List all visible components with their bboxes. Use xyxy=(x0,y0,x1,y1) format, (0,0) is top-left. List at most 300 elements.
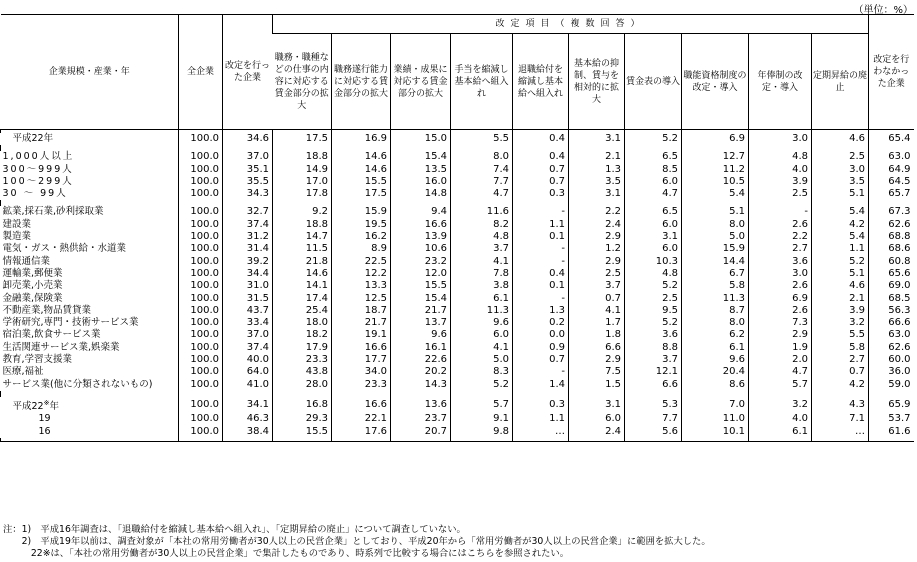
table-row xyxy=(1,305,914,317)
table-cell: 5.4 xyxy=(812,231,869,243)
table-cell: 11.3 xyxy=(682,293,749,305)
table-cell: 6.0 xyxy=(451,329,513,341)
table-row xyxy=(1,188,914,200)
table-cell: 53.7 xyxy=(869,413,914,425)
table-cell: 60.8 xyxy=(869,256,914,268)
table-header xyxy=(1,15,914,130)
item-header: 定期昇給の廃止 xyxy=(812,34,869,130)
data-table xyxy=(0,14,914,442)
table-cell: 5.1 xyxy=(812,268,869,280)
table-cell: 5.0 xyxy=(451,354,513,366)
item-header: 手当を縮減し基本給へ組入れ xyxy=(451,34,513,130)
table-cell: 43.7 xyxy=(223,305,273,317)
table-cell: 6.0 xyxy=(625,243,682,255)
table-cell: 3.2 xyxy=(749,397,812,413)
table-cell: 6.5 xyxy=(625,151,682,163)
table-cell: 4.8 xyxy=(625,268,682,280)
table-cell: 12.7 xyxy=(682,151,749,163)
table-cell: 100.0 xyxy=(179,413,223,425)
table-cell: 4.7 xyxy=(749,366,812,378)
table-cell: 100.0 xyxy=(179,342,223,354)
table-cell: 10.6 xyxy=(391,243,451,255)
table-cell: 37.4 xyxy=(223,219,273,231)
unit-label: （単位：%） xyxy=(853,5,913,16)
table-cell: 5.1 xyxy=(682,206,749,218)
table-cell: 3.9 xyxy=(812,305,869,317)
table-cell: 68.6 xyxy=(869,243,914,255)
table-cell: 2.1 xyxy=(812,293,869,305)
table-cell: 14.3 xyxy=(391,379,451,391)
table-row xyxy=(1,342,914,354)
table-cell: 18.0 xyxy=(273,317,332,329)
table-cell: 0.1 xyxy=(513,231,569,243)
table-cell: 64.0 xyxy=(223,366,273,378)
table-cell: 7.8 xyxy=(451,268,513,280)
row-label-text: 製造業 xyxy=(2,231,32,243)
table-cell: 68.5 xyxy=(869,293,914,305)
footnote: 2) 平成19年以前は、調査対象が「本社の常用労働者が30人以上の民営企業」としており、平成20年から「常用労働者が30人以上の民営企業」に範囲を拡大した。 xyxy=(3,536,711,547)
table-cell: 4.2 xyxy=(812,379,869,391)
table-cell: 2.4 xyxy=(569,426,625,438)
row-label xyxy=(1,280,179,292)
table-cell: 3.2 xyxy=(812,317,869,329)
table-cell: 34.0 xyxy=(332,366,391,378)
table-cell: 46.3 xyxy=(223,413,273,425)
table-cell: 0.7 xyxy=(812,366,869,378)
row-label xyxy=(1,256,179,268)
table-cell: 3.5 xyxy=(569,176,625,188)
table-cell: 3.0 xyxy=(749,268,812,280)
row-label-text: 300～999人 xyxy=(2,163,74,175)
row-label-text: 不動産業,物品賃貸業 xyxy=(2,304,92,316)
row-label xyxy=(1,219,179,231)
table-cell: 9.6 xyxy=(391,329,451,341)
table-cell: … xyxy=(513,426,569,438)
table-cell: 5.6 xyxy=(625,426,682,438)
footnote: 22※は、「本社の常用労働者が30人以上の民営企業」で集計したものであり、時系列で比較する場合にはこちらを参照されたい。 xyxy=(3,548,570,559)
row-label xyxy=(1,426,179,438)
table-cell: 1.9 xyxy=(749,342,812,354)
table-cell: 100.0 xyxy=(179,329,223,341)
table-cell: 65.7 xyxy=(869,188,914,200)
table-cell: 4.2 xyxy=(812,219,869,231)
table-cell: 37.4 xyxy=(223,342,273,354)
table-cell: 5.2 xyxy=(451,379,513,391)
table-cell: 18.7 xyxy=(332,305,391,317)
table-cell: 61.6 xyxy=(869,426,914,438)
table-cell: - xyxy=(513,366,569,378)
table-cell: 100.0 xyxy=(179,219,223,231)
row-label-suffix: 年 xyxy=(49,401,59,413)
table-cell: 0.7 xyxy=(569,293,625,305)
item-header: 業績・成果に対応する賃金部分の拡大 xyxy=(391,34,451,130)
table-cell: 34.3 xyxy=(223,188,273,200)
table-cell: 4.8 xyxy=(451,231,513,243)
footnote-mark: ※ xyxy=(43,398,50,407)
table-cell: 3.0 xyxy=(812,164,869,176)
table-cell: 11.5 xyxy=(273,243,332,255)
table-cell: 6.6 xyxy=(625,379,682,391)
table-cell: 6.6 xyxy=(569,342,625,354)
table-cell: 29.3 xyxy=(273,413,332,425)
table-cell: 19.5 xyxy=(332,219,391,231)
table-cell: 3.8 xyxy=(451,280,513,292)
table-row xyxy=(1,133,914,145)
row-label-text: 平成22年 xyxy=(12,133,54,144)
table-cell: 16.9 xyxy=(332,133,391,145)
row-label-text: 19 xyxy=(38,413,51,425)
table-cell: 9.8 xyxy=(451,426,513,438)
table-cell: 20.4 xyxy=(682,366,749,378)
table-cell: 17.6 xyxy=(332,426,391,438)
table-cell: 9.6 xyxy=(451,317,513,329)
table-cell: 0.3 xyxy=(513,397,569,413)
row-label-text: 平成22 xyxy=(12,401,44,413)
table-cell: 17.8 xyxy=(273,188,332,200)
item-header: 賃金表の導入 xyxy=(625,34,682,130)
table-cell: 8.0 xyxy=(682,219,749,231)
table-cell: 9.2 xyxy=(273,206,332,218)
table-cell: 12.1 xyxy=(625,366,682,378)
row-label xyxy=(1,151,179,163)
table-cell: 15.9 xyxy=(332,206,391,218)
table-cell: 67.3 xyxy=(869,206,914,218)
table-cell: 100.0 xyxy=(179,188,223,200)
table-cell: 23.2 xyxy=(391,256,451,268)
table-cell: 5.2 xyxy=(625,280,682,292)
item-header: 退職給付を縮減し基本給へ組入れ xyxy=(513,34,569,130)
table-cell: 0.4 xyxy=(513,133,569,145)
table-cell: 0.3 xyxy=(513,188,569,200)
table-cell: 64.5 xyxy=(869,176,914,188)
row-label-text: サービス業(他に分類されないもの) xyxy=(2,378,153,390)
table-cell: 1.4 xyxy=(513,379,569,391)
table-cell: 14.6 xyxy=(332,151,391,163)
row-label-text: 建設業 xyxy=(2,218,32,230)
table-cell: 21.8 xyxy=(273,256,332,268)
table-row xyxy=(1,151,914,163)
table-cell: 100.0 xyxy=(179,397,223,413)
table-row xyxy=(1,329,914,341)
table-cell: 6.1 xyxy=(451,293,513,305)
table-cell: 16.2 xyxy=(332,231,391,243)
table-cell: - xyxy=(513,293,569,305)
table-cell: 9.4 xyxy=(391,206,451,218)
table-cell: 14.6 xyxy=(273,268,332,280)
row-label xyxy=(1,397,179,413)
table-row xyxy=(1,293,914,305)
row-label xyxy=(1,243,179,255)
table-cell: 63.0 xyxy=(869,329,914,341)
table-cell: 14.8 xyxy=(391,188,451,200)
table-cell: 5.2 xyxy=(625,133,682,145)
table-cell: 31.2 xyxy=(223,231,273,243)
table-cell: 40.0 xyxy=(223,354,273,366)
row-label-text: 医療,福祉 xyxy=(2,366,44,378)
table-cell: 2.5 xyxy=(812,151,869,163)
table-cell: 4.7 xyxy=(625,188,682,200)
row-label xyxy=(1,413,179,425)
table-cell: 2.5 xyxy=(625,293,682,305)
table-cell: 13.3 xyxy=(332,280,391,292)
table-cell: - xyxy=(513,256,569,268)
table-cell: 5.5 xyxy=(451,133,513,145)
table-cell: 0.9 xyxy=(513,342,569,354)
table-cell: 100.0 xyxy=(179,133,223,145)
table-cell: 11.3 xyxy=(451,305,513,317)
table-cell: 13.6 xyxy=(391,397,451,413)
row-label-text: 生活関連サービス業,娯楽業 xyxy=(2,341,120,353)
row-label xyxy=(1,188,179,200)
table-cell: 22.5 xyxy=(332,256,391,268)
table-cell: 2.5 xyxy=(749,188,812,200)
table-cell: 7.7 xyxy=(625,413,682,425)
item-header: 基本給の抑制、賃与を相対的に拡大 xyxy=(569,34,625,130)
table-cell: 9.1 xyxy=(451,413,513,425)
table-cell: 5.1 xyxy=(812,188,869,200)
table-cell: 4.1 xyxy=(451,342,513,354)
table-cell: 3.7 xyxy=(569,280,625,292)
table-cell: 15.5 xyxy=(332,176,391,188)
table-row xyxy=(1,379,914,391)
row-label xyxy=(1,379,179,391)
table-cell: 100.0 xyxy=(179,164,223,176)
table-cell: 9.5 xyxy=(625,305,682,317)
table-body xyxy=(1,130,914,442)
table-cell: 2.6 xyxy=(749,280,812,292)
table-cell: 1.1 xyxy=(513,413,569,425)
row-label-text: 情報通信業 xyxy=(2,255,51,267)
table-cell: 69.0 xyxy=(869,280,914,292)
row-label xyxy=(1,293,179,305)
table-cell: 0.7 xyxy=(513,176,569,188)
table-cell: 3.7 xyxy=(451,243,513,255)
table-cell: 2.9 xyxy=(569,256,625,268)
row-label xyxy=(1,176,179,188)
table-cell: 100.0 xyxy=(179,280,223,292)
row-label xyxy=(1,268,179,280)
table-cell: 21.7 xyxy=(391,305,451,317)
table-cell: 15.4 xyxy=(391,151,451,163)
table-cell: 22.1 xyxy=(332,413,391,425)
row-label xyxy=(1,317,179,329)
table-cell: 2.2 xyxy=(749,231,812,243)
row-label-text: 教育,学習支援業 xyxy=(2,354,73,366)
row-label-text: 100～299人 xyxy=(2,175,74,187)
table-cell: 14.1 xyxy=(273,280,332,292)
table-cell: 5.7 xyxy=(451,397,513,413)
table-cell: 8.9 xyxy=(332,243,391,255)
table-cell: 34.4 xyxy=(223,268,273,280)
row-label xyxy=(1,329,179,341)
table-cell: 43.8 xyxy=(273,366,332,378)
table-cell: 100.0 xyxy=(179,268,223,280)
table-cell: 5.4 xyxy=(682,188,749,200)
table-cell: 5.3 xyxy=(625,397,682,413)
row-label xyxy=(1,366,179,378)
table-cell: 36.0 xyxy=(869,366,914,378)
table-cell: 5.0 xyxy=(682,231,749,243)
row-label-text: 運輸業,郵便業 xyxy=(2,267,63,279)
table-cell: 2.1 xyxy=(569,151,625,163)
table-cell: 6.0 xyxy=(569,413,625,425)
table-cell: 16.6 xyxy=(391,219,451,231)
table-cell: 62.6 xyxy=(869,219,914,231)
table-cell: 17.4 xyxy=(273,293,332,305)
table-cell: 0.1 xyxy=(513,280,569,292)
table-cell: 14.9 xyxy=(273,164,332,176)
table-cell: 2.9 xyxy=(569,354,625,366)
table-cell: - xyxy=(513,243,569,255)
table-cell: 12.5 xyxy=(332,293,391,305)
table-cell: 2.7 xyxy=(812,354,869,366)
table-cell: 6.2 xyxy=(682,329,749,341)
table-cell: 4.8 xyxy=(749,151,812,163)
table-cell: 100.0 xyxy=(179,354,223,366)
table-cell: 17.9 xyxy=(273,342,332,354)
table-row xyxy=(1,354,914,366)
row-label xyxy=(1,305,179,317)
table-cell: 3.7 xyxy=(625,354,682,366)
table-cell: 1.1 xyxy=(513,219,569,231)
revised-header: 改定を行った企業 xyxy=(223,15,273,130)
table-cell: 31.4 xyxy=(223,243,273,255)
table-cell: 37.0 xyxy=(223,151,273,163)
row-label-text: 16 xyxy=(38,425,51,437)
table-cell: - xyxy=(513,206,569,218)
table-cell: 16.0 xyxy=(391,176,451,188)
table-cell: 100.0 xyxy=(179,256,223,268)
table-cell: 15.5 xyxy=(391,280,451,292)
table-cell: 7.7 xyxy=(451,176,513,188)
table-cell: 1.8 xyxy=(569,329,625,341)
table-cell: 16.1 xyxy=(391,342,451,354)
table-cell: 7.4 xyxy=(451,164,513,176)
table-cell: 100.0 xyxy=(179,151,223,163)
table-row xyxy=(1,219,914,231)
table-cell: 5.2 xyxy=(812,256,869,268)
table-cell: 0.2 xyxy=(513,317,569,329)
table-row xyxy=(1,268,914,280)
table-cell: 3.1 xyxy=(625,231,682,243)
table-cell: 0.7 xyxy=(513,164,569,176)
table-cell: 2.9 xyxy=(569,231,625,243)
table-row xyxy=(1,397,914,413)
table-cell: 5.2 xyxy=(625,317,682,329)
table-cell: 13.5 xyxy=(391,164,451,176)
table-cell: 6.5 xyxy=(625,206,682,218)
table-cell: 3.5 xyxy=(812,176,869,188)
table-cell: 2.0 xyxy=(749,354,812,366)
footnote: 注：1) 平成16年調査は、「退職給付を縮減し基本給へ組入れ」、「定期昇給の廃止」について調査していない。 xyxy=(3,524,466,535)
table-cell: 15.4 xyxy=(391,293,451,305)
row-label-text: 金融業,保険業 xyxy=(2,292,63,304)
table-row xyxy=(1,164,914,176)
table-cell: 3.1 xyxy=(569,397,625,413)
table-row xyxy=(1,176,914,188)
table-cell: 6.1 xyxy=(682,342,749,354)
table-cell: 34.1 xyxy=(223,397,273,413)
row-label-header: 企業規模・産業・年 xyxy=(48,67,130,77)
table-cell: 8.7 xyxy=(682,305,749,317)
table-cell: 4.6 xyxy=(812,133,869,145)
table-cell: 65.9 xyxy=(869,397,914,413)
table-cell: 3.0 xyxy=(749,133,812,145)
table-cell: 4.6 xyxy=(812,280,869,292)
table-cell: 33.4 xyxy=(223,317,273,329)
table-cell: 100.0 xyxy=(179,305,223,317)
table-cell: 100.0 xyxy=(179,317,223,329)
table-cell: 12.0 xyxy=(391,268,451,280)
table-cell: 63.0 xyxy=(869,151,914,163)
table-cell: 2.4 xyxy=(569,219,625,231)
all-companies-header: 全企業 xyxy=(179,15,223,130)
table-row xyxy=(1,317,914,329)
row-label xyxy=(1,133,179,145)
table-cell: 60.0 xyxy=(869,354,914,366)
table-cell: 23.7 xyxy=(391,413,451,425)
table-cell: 11.0 xyxy=(682,413,749,425)
table-cell: 100.0 xyxy=(179,366,223,378)
table-cell: 0.4 xyxy=(513,151,569,163)
table-cell: 15.0 xyxy=(391,133,451,145)
table-cell: 68.8 xyxy=(869,231,914,243)
table-cell: 28.0 xyxy=(273,379,332,391)
table-cell: 14.7 xyxy=(273,231,332,243)
table-row xyxy=(1,231,914,243)
table-cell: 39.2 xyxy=(223,256,273,268)
table-cell: 0.7 xyxy=(513,354,569,366)
table-cell: 35.5 xyxy=(223,176,273,188)
table-cell: 13.7 xyxy=(391,317,451,329)
table-cell: 100.0 xyxy=(179,379,223,391)
table-cell: 1.1 xyxy=(812,243,869,255)
item-header: 職能資格制度の改定・導入 xyxy=(682,34,749,130)
table-cell: 14.4 xyxy=(682,256,749,268)
table-cell: 15.5 xyxy=(273,426,332,438)
table-row xyxy=(1,206,914,218)
table-cell: 25.4 xyxy=(273,305,332,317)
table-cell: 16.6 xyxy=(332,397,391,413)
table-cell: 8.2 xyxy=(451,219,513,231)
table-cell: 6.9 xyxy=(682,133,749,145)
table-cell: 5.5 xyxy=(812,329,869,341)
table-cell: 8.0 xyxy=(451,151,513,163)
table-cell: 17.5 xyxy=(273,133,332,145)
table-cell: 66.6 xyxy=(869,317,914,329)
table-cell: 3.1 xyxy=(569,133,625,145)
table-cell: … xyxy=(812,426,869,438)
table-cell: 62.6 xyxy=(869,342,914,354)
table-row xyxy=(1,256,914,268)
table-cell: 100.0 xyxy=(179,231,223,243)
table-cell: 100.0 xyxy=(179,243,223,255)
table-cell: 7.5 xyxy=(569,366,625,378)
table-cell: 8.5 xyxy=(625,164,682,176)
item-header: 職務・職種などの仕事の内容に対応する賃金部分の拡大 xyxy=(273,34,332,130)
table-cell: 6.0 xyxy=(625,176,682,188)
table-row xyxy=(1,366,914,378)
row-label xyxy=(1,164,179,176)
table-cell: 4.1 xyxy=(451,256,513,268)
table-cell: 20.2 xyxy=(391,366,451,378)
table-cell: 100.0 xyxy=(179,176,223,188)
row-label-text: 学術研究,専門・技術サービス業 xyxy=(2,317,139,329)
table-cell: 31.0 xyxy=(223,280,273,292)
table-cell: 12.2 xyxy=(332,268,391,280)
table-row xyxy=(1,243,914,255)
table-cell: 17.7 xyxy=(332,354,391,366)
